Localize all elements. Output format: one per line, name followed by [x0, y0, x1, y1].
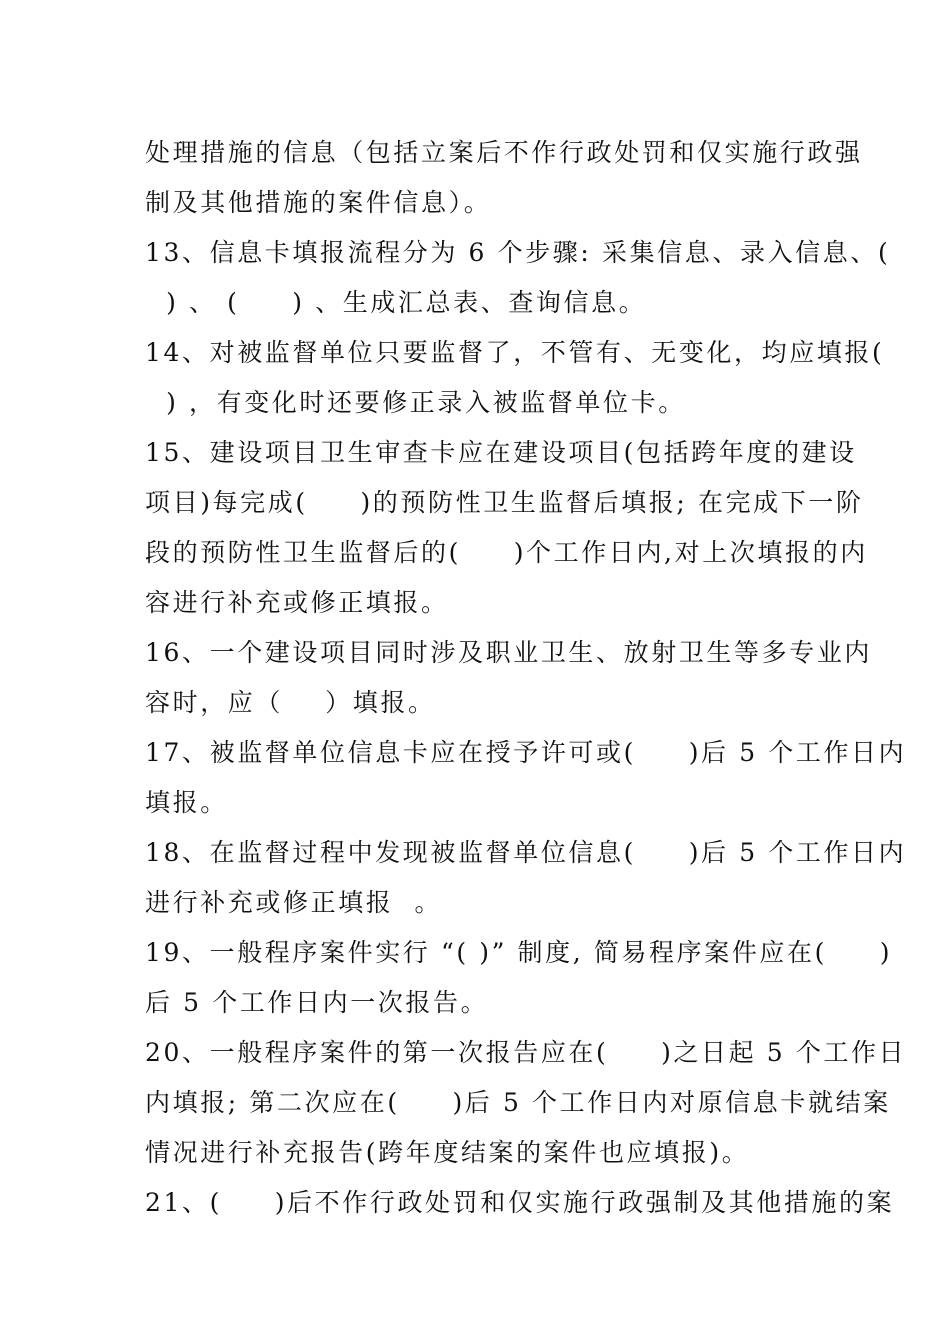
text-line: 处理措施的信息（包括立案后不作行政处罚和仅实施行政强 [145, 138, 863, 167]
question-16-line: 16、一个建设项目同时涉及职业卫生、放射卫生等多专业内 [145, 638, 873, 667]
question-17-line: 17、被监督单位信息卡应在授予许可或( )后 5 个工作日内 [145, 738, 907, 767]
document-body [145, 128, 907, 1228]
text-line: 容进行补充或修正填报。 [145, 588, 449, 617]
text-line: ) ，有变化时还要修正录入被监督单位卡。 [145, 388, 686, 417]
text-line: 填报。 [145, 788, 228, 817]
text-line: 进行补充或修正填报 。 [145, 888, 443, 917]
question-21-line: 21、( )后不作行政处罚和仅实施行政强制及其他措施的案 [145, 1188, 895, 1217]
question-18-line: 18、在监督过程中发现被监督单位信息( )后 5 个工作日内 [145, 838, 907, 867]
text-line: 后 5 个工作日内一次报告。 [145, 988, 489, 1017]
question-15-line: 15、建设项目卫生审查卡应在建设项目(包括跨年度的建设 [145, 438, 857, 467]
text-line: ) 、 ( ) 、生成汇总表、查询信息。 [145, 288, 647, 317]
text-line: 情况进行补充报告(跨年度结案的案件也应填报)。 [145, 1138, 750, 1167]
question-20-line: 20、一般程序案件的第一次报告应在( )之日起 5 个工作日 [145, 1038, 907, 1067]
text-line: 项目)每完成( )的预防性卫生监督后填报; 在完成下一阶 [145, 488, 864, 517]
text-line: 段的预防性卫生监督后的( )个工作日内,对上次填报的内 [145, 538, 868, 567]
question-13-line: 13、信息卡填报流程分为 6 个步骤: 采集信息、录入信息、( [145, 238, 891, 267]
question-19-line: 19、一般程序案件实行 “( )” 制度, 简易程序案件应在( ) [145, 938, 893, 967]
text-line: 制及其他措施的案件信息）。 [145, 188, 492, 217]
question-14-line: 14、对被监督单位只要监督了，不管有、无变化，均应填报( [145, 338, 885, 367]
text-line: 内填报; 第二次应在( )后 5 个工作日内对原信息卡就结案 [145, 1088, 891, 1117]
text-line: 容时，应（ ）填报。 [145, 688, 436, 717]
